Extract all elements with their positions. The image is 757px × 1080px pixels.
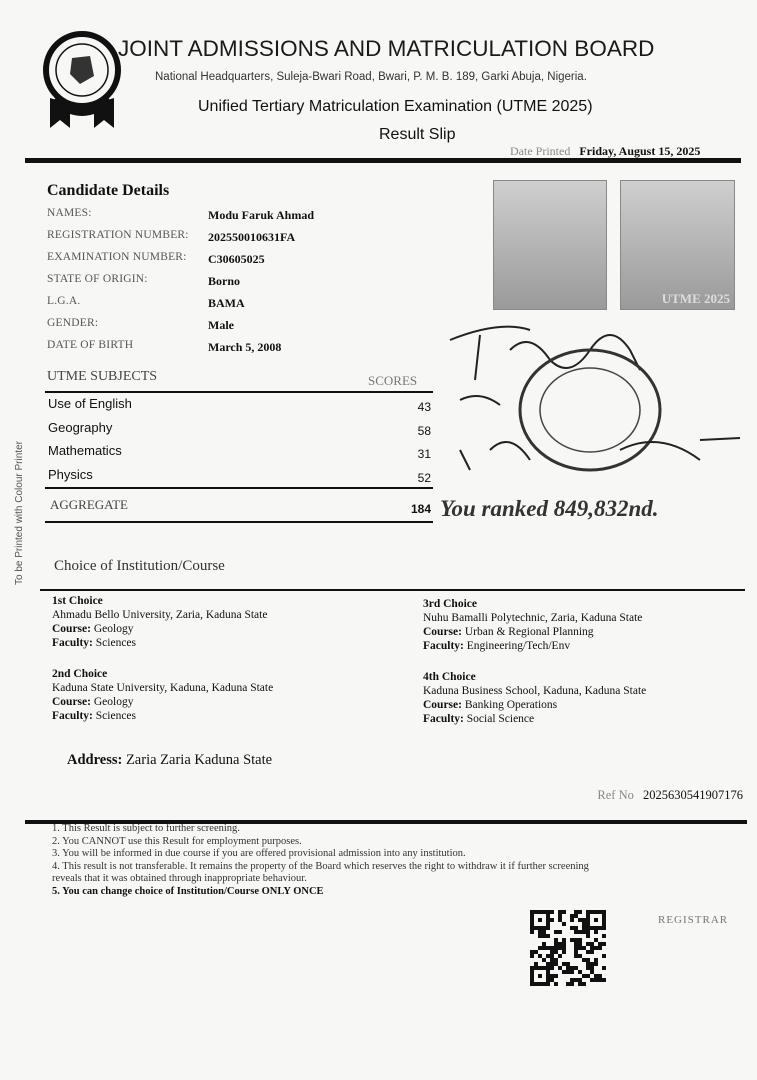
detail-value: C30605025 (208, 252, 265, 266)
divider (45, 391, 433, 393)
choice-title: 1st Choice (52, 595, 103, 607)
subject-score: 52 (417, 470, 431, 485)
aggregate-score: 184 (410, 502, 431, 516)
divider (45, 521, 433, 523)
doc-title: Result Slip (379, 126, 456, 143)
subjects-heading: UTME SUBJECTS (47, 369, 158, 384)
subject-score: 58 (417, 423, 431, 438)
address-label: Address: (67, 752, 123, 768)
registrar-label: REGISTRAR (658, 914, 729, 926)
divider (45, 487, 433, 489)
rank-text: You ranked 849,832nd. (440, 496, 659, 521)
detail-value: March 5, 2008 (208, 340, 282, 354)
board-title: JOINT ADMISSIONS AND MATRICULATION BOARD (118, 36, 655, 61)
address (67, 752, 272, 769)
note-item: reveals that it was obtained through inappropriate behaviour. (52, 873, 307, 885)
aggregate-label: AGGREGATE (50, 497, 128, 512)
ref-value: 2025630541907176 (643, 788, 743, 802)
detail-value: Borno (208, 274, 241, 288)
exam-title: Unified Tertiary Matriculation Examination (UTME 2025) (198, 98, 593, 115)
candidate-photo-captured (620, 180, 735, 310)
divider (25, 158, 741, 163)
choice-course: Course: Banking Operations (423, 699, 558, 711)
detail-label: REGISTRATION NUMBER: (47, 229, 189, 241)
note-item: 2. You CANNOT use this Result for employment purposes. (52, 835, 302, 847)
detail-label: NAMES: (47, 207, 92, 219)
choice-title: 3rd Choice (423, 598, 477, 610)
choice-4 (423, 670, 646, 726)
detail-label: DATE OF BIRTH (47, 339, 134, 351)
choice-institution: Ahmadu Bello University, Zaria, Kaduna State (52, 609, 268, 621)
choices-heading: Choice of Institution/Course (54, 558, 225, 574)
choice-3 (423, 597, 642, 653)
note-item: 5. You can change choice of Institution/Course ONLY ONCE (52, 886, 324, 897)
candidate-heading: Candidate Details (47, 182, 170, 199)
signature-stamp (440, 310, 740, 490)
photo-watermark: UTME 2025 (661, 291, 730, 306)
subject-score: 31 (417, 447, 431, 461)
detail-label: EXAMINATION NUMBER: (47, 251, 187, 263)
detail-value: Male (208, 318, 234, 332)
choice-faculty: Faculty: Sciences (52, 637, 136, 649)
detail-value: 202550010631FA (208, 230, 296, 244)
date-printed (510, 144, 700, 159)
ref-number (597, 788, 743, 803)
note-item: 3. You will be informed in due course if you are offered provisional admission into any institution. (52, 848, 466, 860)
qr-code (530, 910, 606, 988)
choice-course: Course: Geology (52, 696, 134, 708)
choice-title: 4th Choice (423, 671, 476, 683)
date-label: Date Printed (510, 144, 571, 158)
choice-institution: Nuhu Bamalli Polytechnic, Zaria, Kaduna State (423, 612, 643, 624)
detail-label: STATE OF ORIGIN: (47, 273, 148, 285)
divider (40, 589, 745, 591)
board-address: National Headquarters, Suleja-Bwari Road, Bwari, P. M. B. 189, Garki Abuja, Nigeria. (155, 71, 587, 83)
subject-name: Use of English (48, 396, 132, 411)
date-value: Friday, August 15, 2025 (579, 144, 701, 158)
choice-1 (52, 594, 267, 650)
choice-course: Course: Geology (52, 623, 134, 635)
detail-label: L.G.A. (47, 295, 81, 307)
detail-label: GENDER: (47, 317, 99, 329)
choice-2 (52, 667, 273, 723)
subject-name: Mathematics (48, 443, 122, 458)
choice-institution: Kaduna State University, Kaduna, Kaduna State (52, 682, 274, 694)
note-item: 1. This Result is subject to further screening. (52, 823, 240, 834)
ref-label: Ref No (597, 788, 634, 802)
scores-heading: SCORES (368, 373, 418, 388)
choice-institution: Kaduna Business School, Kaduna, Kaduna State (423, 685, 647, 697)
detail-value: BAMA (208, 296, 245, 310)
choice-faculty: Faculty: Sciences (52, 710, 136, 722)
detail-value: Modu Faruk Ahmad (208, 208, 315, 222)
choice-course: Course: Urban & Regional Planning (423, 626, 594, 638)
choice-title: 2nd Choice (52, 668, 108, 680)
subject-name: Geography (48, 419, 113, 435)
side-note: To be Printed with Colour Printer (14, 441, 25, 585)
address-value: Zaria Zaria Kaduna State (125, 752, 273, 768)
note-item: 4. This result is not transferable. It remains the property of the Board which reserves the right to withdraw it if further screening (52, 860, 589, 872)
subject-score: 43 (417, 400, 431, 414)
candidate-photo (493, 180, 607, 310)
choice-faculty: Faculty: Social Science (423, 713, 535, 725)
choice-faculty: Faculty: Engineering/Tech/Env (423, 640, 571, 652)
subject-name: Physics (48, 466, 93, 482)
